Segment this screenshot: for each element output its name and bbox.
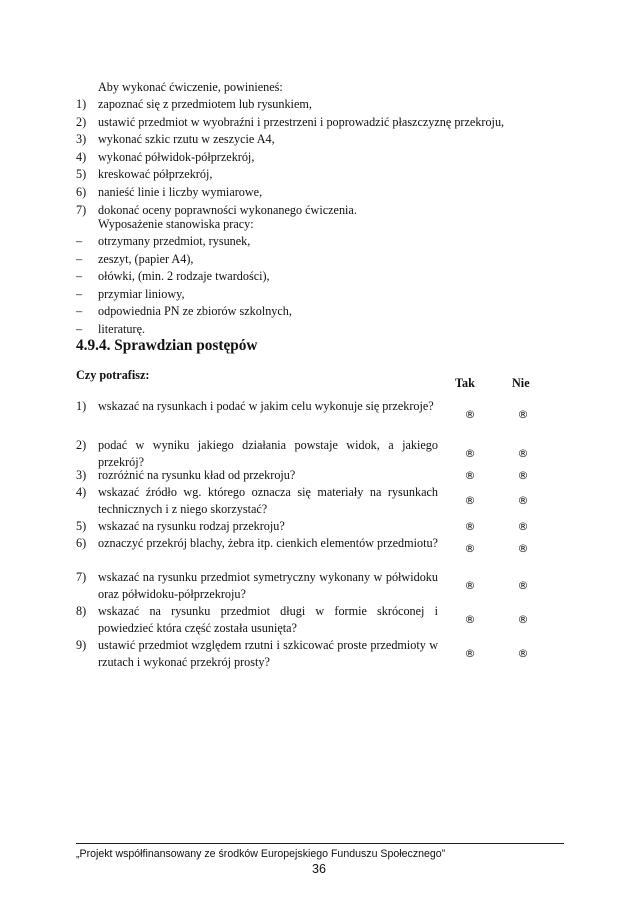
item-number: 6) [76,184,87,199]
item-text: dokonać oceny poprawności wykonanego ćwiczenia. [98,202,357,217]
item-text: kreskować półprzekrój, [98,167,213,182]
footer-text: „Projekt współfinansowany ze środków Europejskiego Funduszu Społecznego” [76,848,446,860]
equipment-intro: Wyposażenie stanowiska pracy: [98,217,254,231]
list-item [76,96,504,114]
item-text: otrzymany przedmiot, rysunek, [98,234,251,248]
item-bullet: – [76,321,83,336]
item-text: zeszyt, (papier A4), [98,251,194,266]
item-text: ustawić przedmiot w wyobraźni i przestrzeni i poprowadzić płaszczyznę przekroju, [98,114,505,129]
question-text: oznaczyć przekrój blachy, żebra itp. cienkich elementów przedmiotu? [98,536,438,550]
item-text: ołówki, (min. 2 rodzaje twardości), [98,269,270,284]
question-number: 3) [76,468,87,482]
item-bullet: – [76,251,83,266]
yes-column-header: Tak [455,376,475,390]
check-question: Czy potrafisz: [76,368,150,382]
item-number: 3) [76,132,87,147]
list-item [76,303,292,321]
equipment-list [76,233,292,339]
no-column-header: Nie [512,376,530,390]
list-item [76,184,504,202]
question-text: wskazać na rysunku przedmiot symetryczny wykonany w półwidoku oraz półwidoku-półprzekroju? [98,570,438,602]
item-bullet: – [76,286,83,301]
list-item [76,166,504,184]
item-text: przymiar liniowy, [98,286,185,301]
footer-divider [76,843,564,844]
table-row [76,518,556,535]
item-number: 2) [76,114,87,129]
list-item [76,286,292,304]
no-checkbox[interactable]: ® [517,613,529,626]
item-number: 7) [76,202,87,217]
table-row [76,467,556,484]
yes-checkbox[interactable]: ® [464,469,476,482]
page-number: 36 [311,862,326,876]
list-item [76,233,292,251]
no-checkbox[interactable]: ® [517,469,529,482]
question-number: 4) [76,485,87,499]
item-number: 5) [76,167,87,182]
question-text: ustawić przedmiot względem rzutni i szkicować proste przedmioty w rzutach i wykonać przekrój prosty? [98,638,438,670]
question-text: wskazać na rysunkach i podać w jakim celu wykonuje się przekroje? [98,399,434,413]
table-row [76,569,556,603]
no-checkbox[interactable]: ® [517,647,529,660]
yes-checkbox[interactable]: ® [464,647,476,660]
list-item [76,251,292,269]
table-row [76,535,556,569]
exercise-intro: Aby wykonać ćwiczenie, powinieneś: [98,80,283,94]
yes-checkbox[interactable]: ® [464,408,476,421]
item-text: zapoznać się z przedmiotem lub rysunkiem, [98,97,312,111]
table-row [76,637,556,671]
yes-checkbox[interactable]: ® [464,447,476,460]
yes-checkbox[interactable]: ® [464,542,476,555]
item-text: wykonać szkic rzutu w zeszycie A4, [98,132,275,147]
question-text: podać w wyniku jakiego działania powstaje widok, a jakiego przekrój? [98,438,438,470]
item-text: nanieść linie i liczby wymiarowe, [98,184,263,199]
item-text: odpowiednia PN ze zbiorów szkolnych, [98,304,292,319]
question-number: 1) [76,399,87,413]
self-check-table [76,398,556,671]
question-number: 6) [76,536,87,550]
list-item [76,268,292,286]
yes-checkbox[interactable]: ® [464,494,476,507]
table-row [76,484,556,518]
yes-checkbox[interactable]: ® [464,520,476,533]
item-number: 4) [76,149,87,164]
no-checkbox[interactable]: ® [517,494,529,507]
section-heading: 4.9.4. Sprawdzian postępów [76,337,258,354]
table-row [76,603,556,637]
question-text: wskazać na rysunku rodzaj przekroju? [98,519,285,533]
list-item [76,149,504,167]
item-bullet: – [76,234,83,248]
no-checkbox[interactable]: ® [517,447,529,460]
no-checkbox[interactable]: ® [517,408,529,421]
list-item [76,131,504,149]
item-text: literaturę. [98,321,146,336]
no-checkbox[interactable]: ® [517,579,529,592]
list-item [76,114,504,132]
question-number: 9) [76,638,87,652]
item-bullet: – [76,304,83,319]
question-number: 7) [76,570,87,584]
question-text: wskazać źródło wg. którego oznacza się materiały na rysunkach technicznych i z niego skorzystać? [98,485,438,517]
item-text: wykonać półwidok-półprzekrój, [98,149,255,164]
table-row [76,398,556,437]
question-text: rozróżnić na rysunku kład od przekroju? [98,468,296,482]
list-item [76,321,292,339]
exercise-steps-list [76,96,504,219]
question-number: 2) [76,438,87,452]
no-checkbox[interactable]: ® [517,542,529,555]
question-number: 8) [76,604,87,618]
question-text: wskazać na rysunku przedmiot długi w formie skróconej i powiedzieć która część została usunięta? [98,604,438,636]
item-number: 1) [76,97,87,111]
yes-checkbox[interactable]: ® [464,613,476,626]
table-row [76,437,556,470]
question-number: 5) [76,519,87,533]
no-checkbox[interactable]: ® [517,520,529,533]
yes-checkbox[interactable]: ® [464,579,476,592]
item-bullet: – [76,269,83,284]
